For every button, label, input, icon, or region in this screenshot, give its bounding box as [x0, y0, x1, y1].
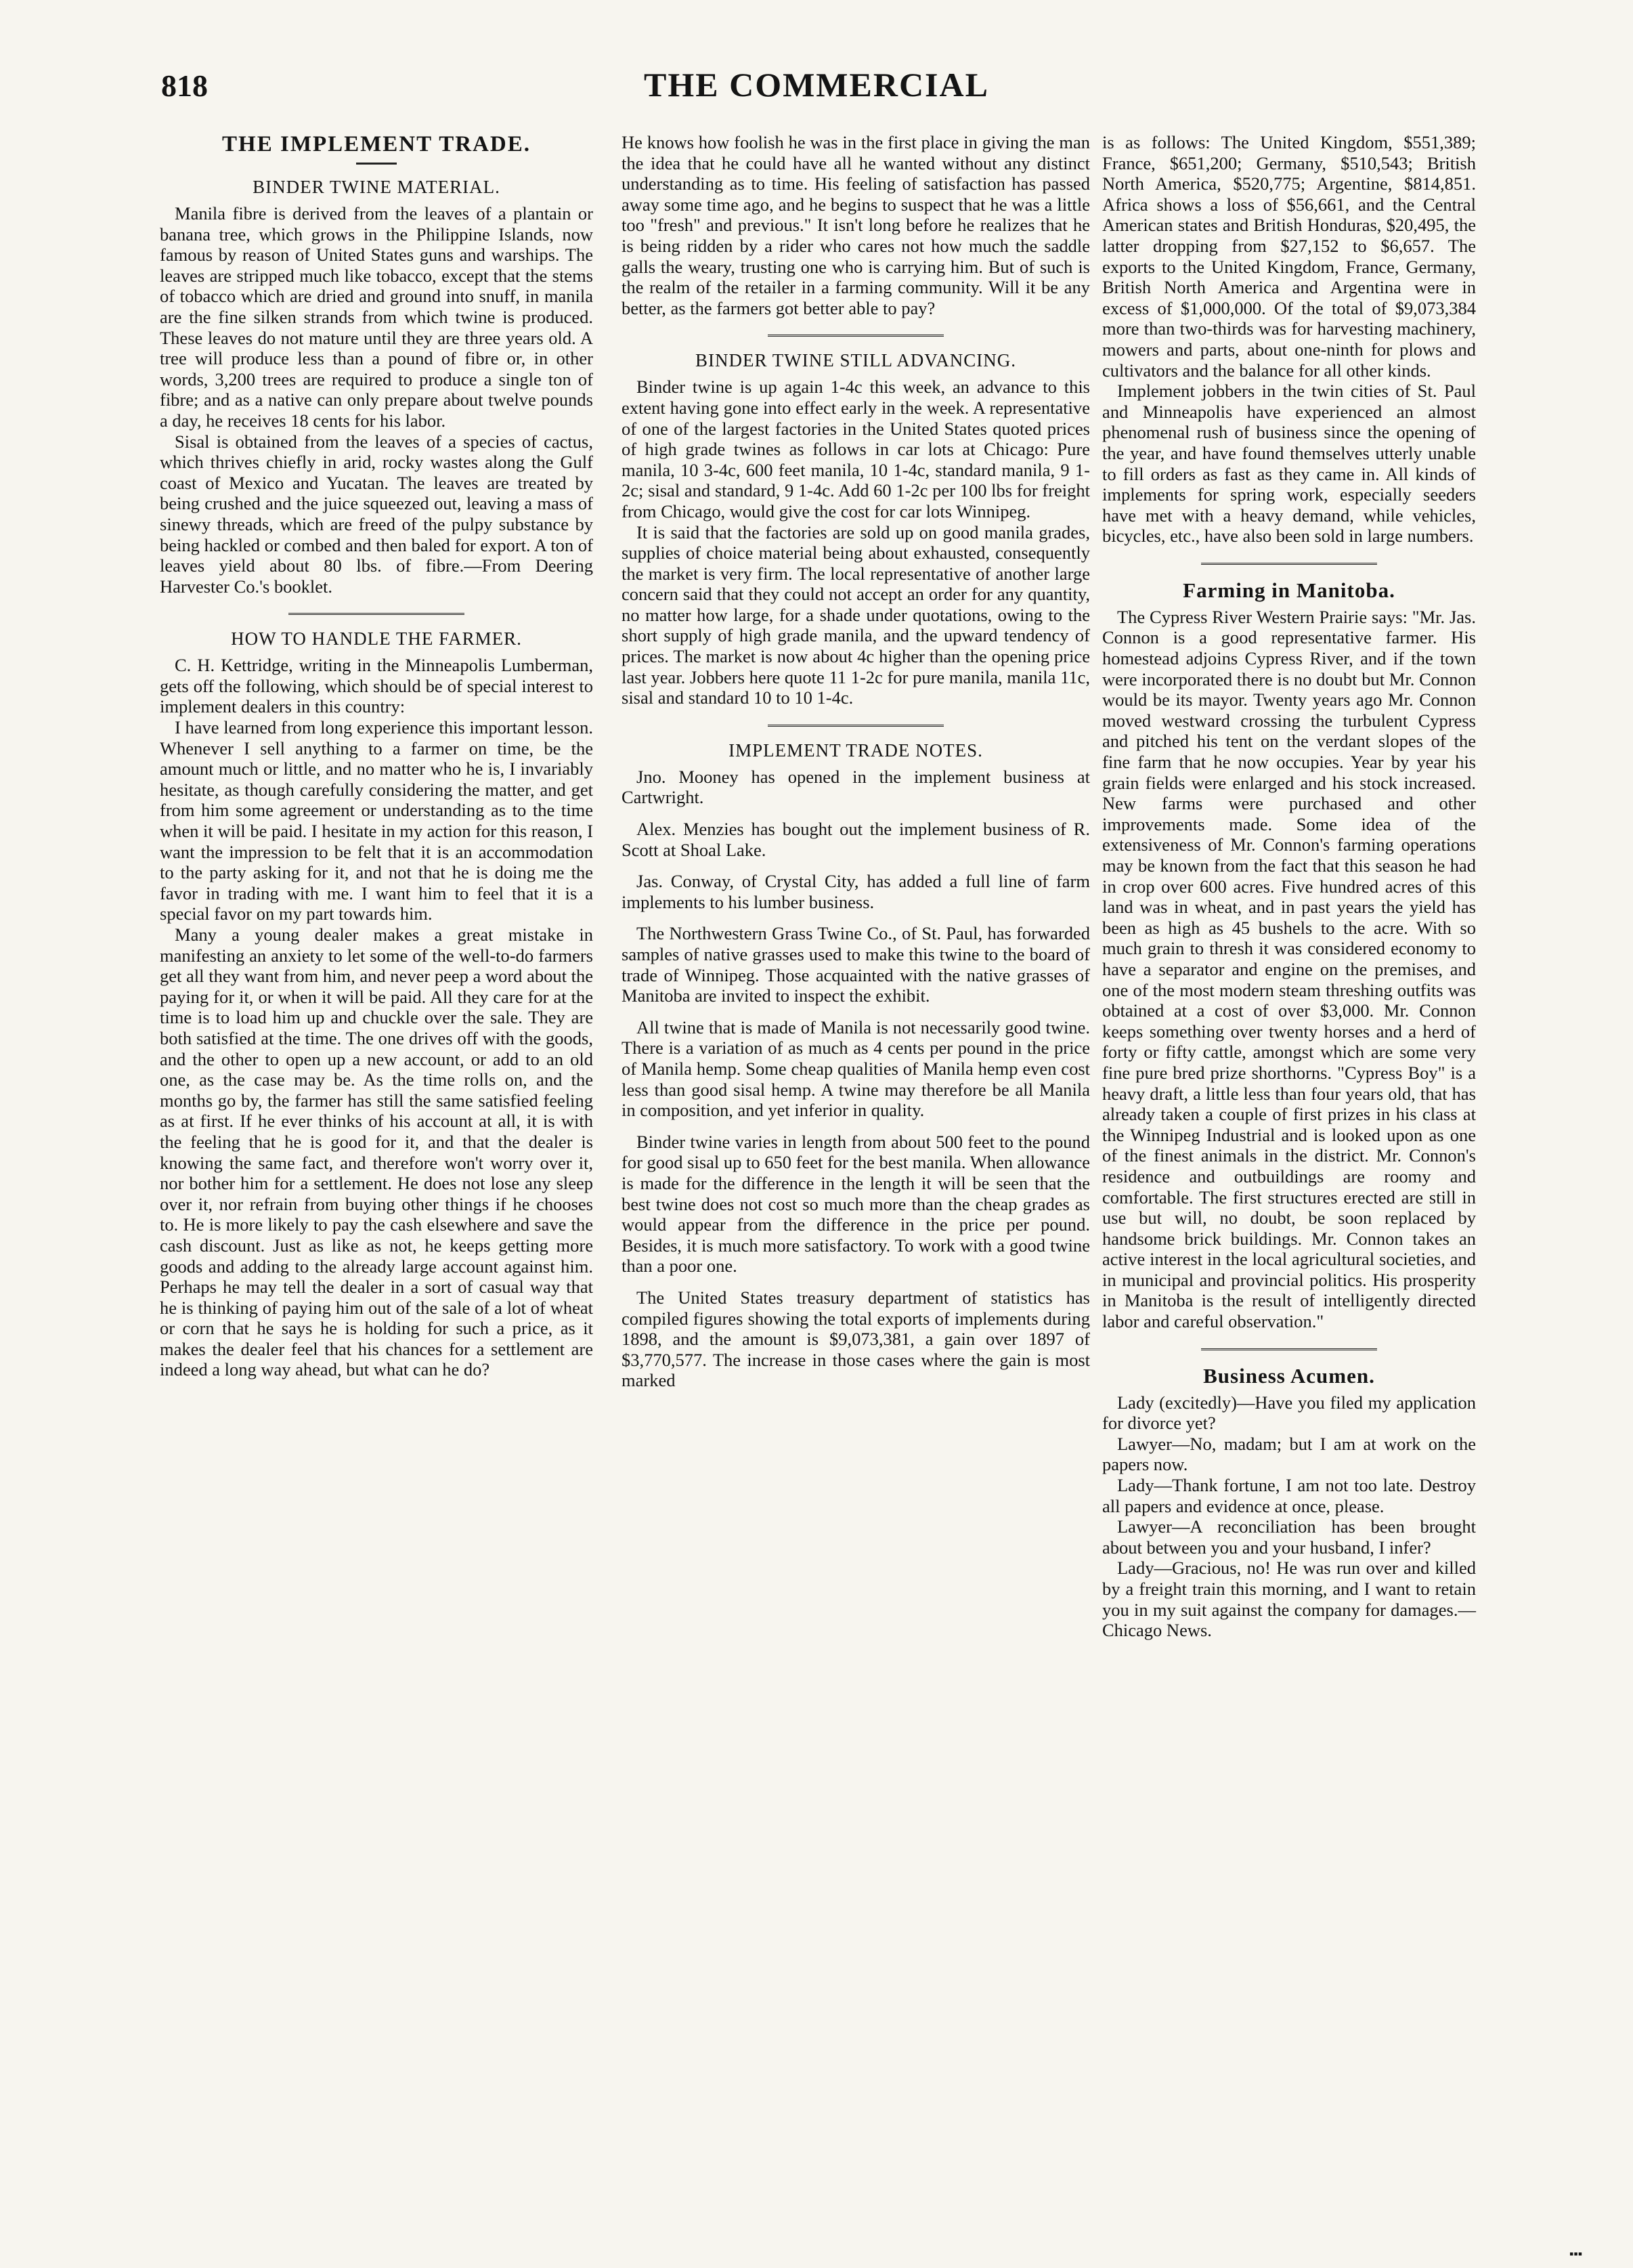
section-heading: IMPLEMENT TRADE NOTES.: [728, 740, 983, 761]
divider: [768, 335, 944, 337]
paragraph: Implement jobbers in the twin cities of St. Paul and Minneapolis have experienced an almost phenomenal rush of business since the opening of the year, and have found themselves utterly unable to fill orders as fast as they came in. All kinds of implements for spring work, especially seeders have met with a heavy demand, while vehicles, bicycles, etc., have also been sold in large numbers.: [1102, 381, 1476, 547]
column-1: [160, 132, 593, 1380]
news-item: All twine that is made of Manila is not necessarily good twine. There is a variation of as much as 4 cents per pound in the price of Manila hemp. Some cheap qualities of Manila hemp even cost less than good sisal hemp. A twine may therefore be all Manila in composition, and yet inferior in quality.: [622, 1017, 1090, 1121]
section-heading: BINDER TWINE MATERIAL.: [253, 177, 500, 197]
paragraph: He knows how foolish he was in the first place in giving the man the idea that he could have all he wanted without any distinct understanding as to time. His feeling of satisfaction has passed away some time ago, and he begins to suspect that he was a little too "fresh" and previous." It isn't long before he realizes that he is being ridden by a rider who cares not how much the saddle galls the weary, trusting one who is carrying him. But of such is the realm of the retailer in a farming community. Will it be any better, as the farmers got better able to pay?: [622, 132, 1090, 318]
footer-mark: ▪▪▪: [1569, 2247, 1583, 2261]
page-header: [0, 0, 1633, 115]
dialogue-line: Lady—Gracious, no! He was run over and killed by a freight train this morning, and I want to retain you in my suit against the company for damages.—Chicago News.: [1102, 1558, 1476, 1641]
dialogue-line: Lawyer—No, madam; but I am at work on the papers now.: [1102, 1433, 1476, 1475]
paragraph: is as follows: The United Kingdom, $551,389; France, $651,200; Germany, $510,543; British North America, $520,775; Argentine, $814,851. Africa shows a loss of $56,661, and the Central American states and British Honduras, $20,495, the latter dropping from $27,152 to $6,657. The exports to the United Kingdom, France, Germany, British North America and Argentina were in excess of $1,000,000. Of the total of $9,073,384 more than two-thirds was for harvesting machinery, mowers and parts, about one-ninth for plows and cultivators and the balance for all other kinds.: [1102, 132, 1476, 381]
page-number: 818: [161, 68, 208, 103]
section-heading: Business Acumen.: [1203, 1363, 1375, 1388]
dialogue-line: Lady (excitedly)—Have you filed my application for divorce yet?: [1102, 1392, 1476, 1434]
column-2: [622, 132, 1090, 1391]
divider: [356, 163, 397, 165]
masthead: THE COMMERCIAL: [644, 66, 989, 104]
paragraph: I have learned from long experience this important lesson. Whenever I sell anything to a farmer on time, be the amount much or little, and no matter who he is, I invariably hesitate, as though carefully considering the matter, and get from him some agreement or understanding as to the time when it will be paid. I hesitate in my action for this reason, I want the impression to be felt that it is an accommodation to the party asking for it, and not that he is doing me the favor in trading with me. I want him to feel that it is a special favor on my part towards him.: [160, 717, 593, 924]
paragraph: The Cypress River Western Prairie says: "Mr. Jas. Connon is a good representative farmer. His homestead adjoins Cypress River, and if the town were incorporated there is no doubt but Mr. Connon would be its mayor. Twenty years ago Mr. Connon moved westward crossing the turbulent Cypress and pitched his tent on the verdant slopes of the fine farm that he now occupies. Year by year his grain fields were enlarged and his stock increased. New farms were purchased and other improvements made. Some idea of the extensiveness of Mr. Connon's farming operations may be known from the fact that this season he had in crop over 600 acres. Five hundred acres of this land was in wheat, and in past years the yield has been as high as 45 bushels to the acre. With so much grain to thresh it was considered economy to have a separator and engine on the premises, and one of the most modern steam threshing outfits was obtained at a cost of over $3,000. Mr. Connon keeps something over twenty horses and a herd of forty or fifty cattle, amongst which are some very fine pure bred prize shorthorns. "Cypress Boy" is a heavy draft, a little less than four years old, that has already taken a couple of first prizes in his class at the Winnipeg Industrial and is looked upon as one of the finest animals in the district. Mr. Connon's residence and outbuildings are roomy and comfortable. The first structures erected are still in use but will, no doubt, be soon replaced by handsome brick buildings. Mr. Connon takes an active interest in the local agricultural societies, and in municipal and provincial politics. His prosperity in Manitoba is the result of intelligently directed labor and careful observation.": [1102, 606, 1476, 1332]
dialogue-line: Lady—Thank fortune, I am not too late. Destroy all papers and evidence at once, please.: [1102, 1475, 1476, 1516]
article-title: THE IMPLEMENT TRADE.: [222, 132, 531, 156]
paragraph: Sisal is obtained from the leaves of a species of cactus, which thrives chiefly in arid, rocky wastes along the Gulf coast of Mexico and Yucatan. The leaves are treated by being crushed and the juice squeezed out, leaving a mass of sinewy threads, which are freed of the pulpy substance by being hackled or combed and then baled for export. A ton of leaves yield about 80 lbs. of fibre.—From Deering Harvester Co.'s booklet.: [160, 431, 593, 597]
paragraph: Many a young dealer makes a great mistake in manifesting an anxiety to let some of the well-to-do farmers get all they want from him, and never peep a word about the paying for it, or when it will be paid. All they care for at the time is to load him up and chuckle over the sale. They are both satisfied at the time. The one drives off with the goods, and the other to open up a new account, or add to an old one, as the case may be. As the time rolls on, and the months go by, the farmer has still the same satisfied feeling as at first. If he ever thinks of his account at all, it is with the feeling that he is good for it, and that the dealer is knowing the same fact, and therefore won't worry over it, nor bother him for a settlement. He does not lose any sleep over it, nor refrain from buying other things if he chooses to. He is more likely to pay the cash elsewhere and save the cash discount. Just as like as not, he keeps getting more goods and adding to the already large account against him. Perhaps he may tell the dealer in a sort of casual way that he is thinking of paying him out of the sale of a lot of wheat or corn that he says he is holding for such a price, as it makes the dealer feel that his chances for a settlement are indeed a long way ahead, but what can he do?: [160, 924, 593, 1380]
news-item: The United States treasury department of statistics has compiled figures showing the total exports of implements during 1898, and the amount is $9,073,381, a gain over 1897 of $3,770,577. The increase in those cases where the gain is most marked: [622, 1287, 1090, 1391]
divider: [288, 613, 464, 615]
news-item: The Northwestern Grass Twine Co., of St. Paul, has forwarded samples of native grasses used to make this twine to the board of trade of Winnipeg. Those acquainted with the native grasses of Manitoba are invited to inspect the exhibit.: [622, 923, 1090, 1006]
news-item: Binder twine varies in length from about 500 feet to the pound for good sisal up to 650 feet for the best manila. When allowance is made for the difference in the length it will be seen that the best twine does not cost so much more than the cheap grades as would appear from the difference in the price per pound. Besides, it is much more satisfactory. To work with a good twine than a poor one.: [622, 1131, 1090, 1277]
news-item: Alex. Menzies has bought out the implement business of R. Scott at Shoal Lake.: [622, 819, 1090, 860]
section-heading: BINDER TWINE STILL ADVANCING.: [695, 350, 1016, 371]
divider: [1201, 563, 1377, 565]
paragraph: It is said that the factories are sold up on good manila grades, supplies of choice material being about exhausted, consequently the market is very firm. The local representative of another large concern said that they could not accept an order for any quantity, no matter how large, for a shade under quotations, owing to the short supply of high grade manila, and the upward tendency of prices. The market is now about 4c higher than the opening price last year. Jobbers here quote 11 1-2c for pure manila, manila 11c, sisal and standard 10 to 10 1-4c.: [622, 521, 1090, 708]
section-heading: Farming in Manitoba.: [1183, 578, 1395, 602]
divider: [768, 725, 944, 727]
column-3: [1102, 132, 1476, 1641]
paragraph: C. H. Kettridge, writing in the Minneapolis Lumberman, gets off the following, which should be of special interest to implement dealers in this country:: [160, 655, 593, 717]
section-heading: HOW TO HANDLE THE FARMER.: [231, 628, 522, 649]
divider: [1201, 1348, 1377, 1350]
paragraph: Manila fibre is derived from the leaves of a plantain or banana tree, which grows in the Philippine Islands, now famous by reason of United States guns and warships. The leaves are stripped much like tobacco, except that the stems of tobacco which are dried and ground into snuff, in manila are the fine silken strands from which twine is produced. These leaves do not mature until they are three years old. A tree will produce less than a pound of fibre or, in other words, 3,200 trees are required to produce a single ton of fibre; and as a native can only prepare about twelve pounds a day, he receives 18 cents for his labor.: [160, 203, 593, 431]
paragraph: Binder twine is up again 1-4c this week, an advance to this extent having gone into effect early in the week. A representative of one of the largest factories in the United States quoted prices of high grade twines as follows in car lots at Chicago: Pure manila, 10 3-4c, 600 feet manila, 10 1-4c, standard manila, 9 1-2c; sisal and standard, 9 1-4c. Add 60 1-2c per 100 lbs for freight from Chicago, would give the cost for car lots Winnipeg.: [622, 377, 1090, 521]
dialogue-line: Lawyer—A reconciliation has been brought about between you and your husband, I infer?: [1102, 1516, 1476, 1558]
news-item: Jno. Mooney has opened in the implement business at Cartwright.: [622, 766, 1090, 808]
news-item: Jas. Conway, of Crystal City, has added a full line of farm implements to his lumber business.: [622, 871, 1090, 912]
